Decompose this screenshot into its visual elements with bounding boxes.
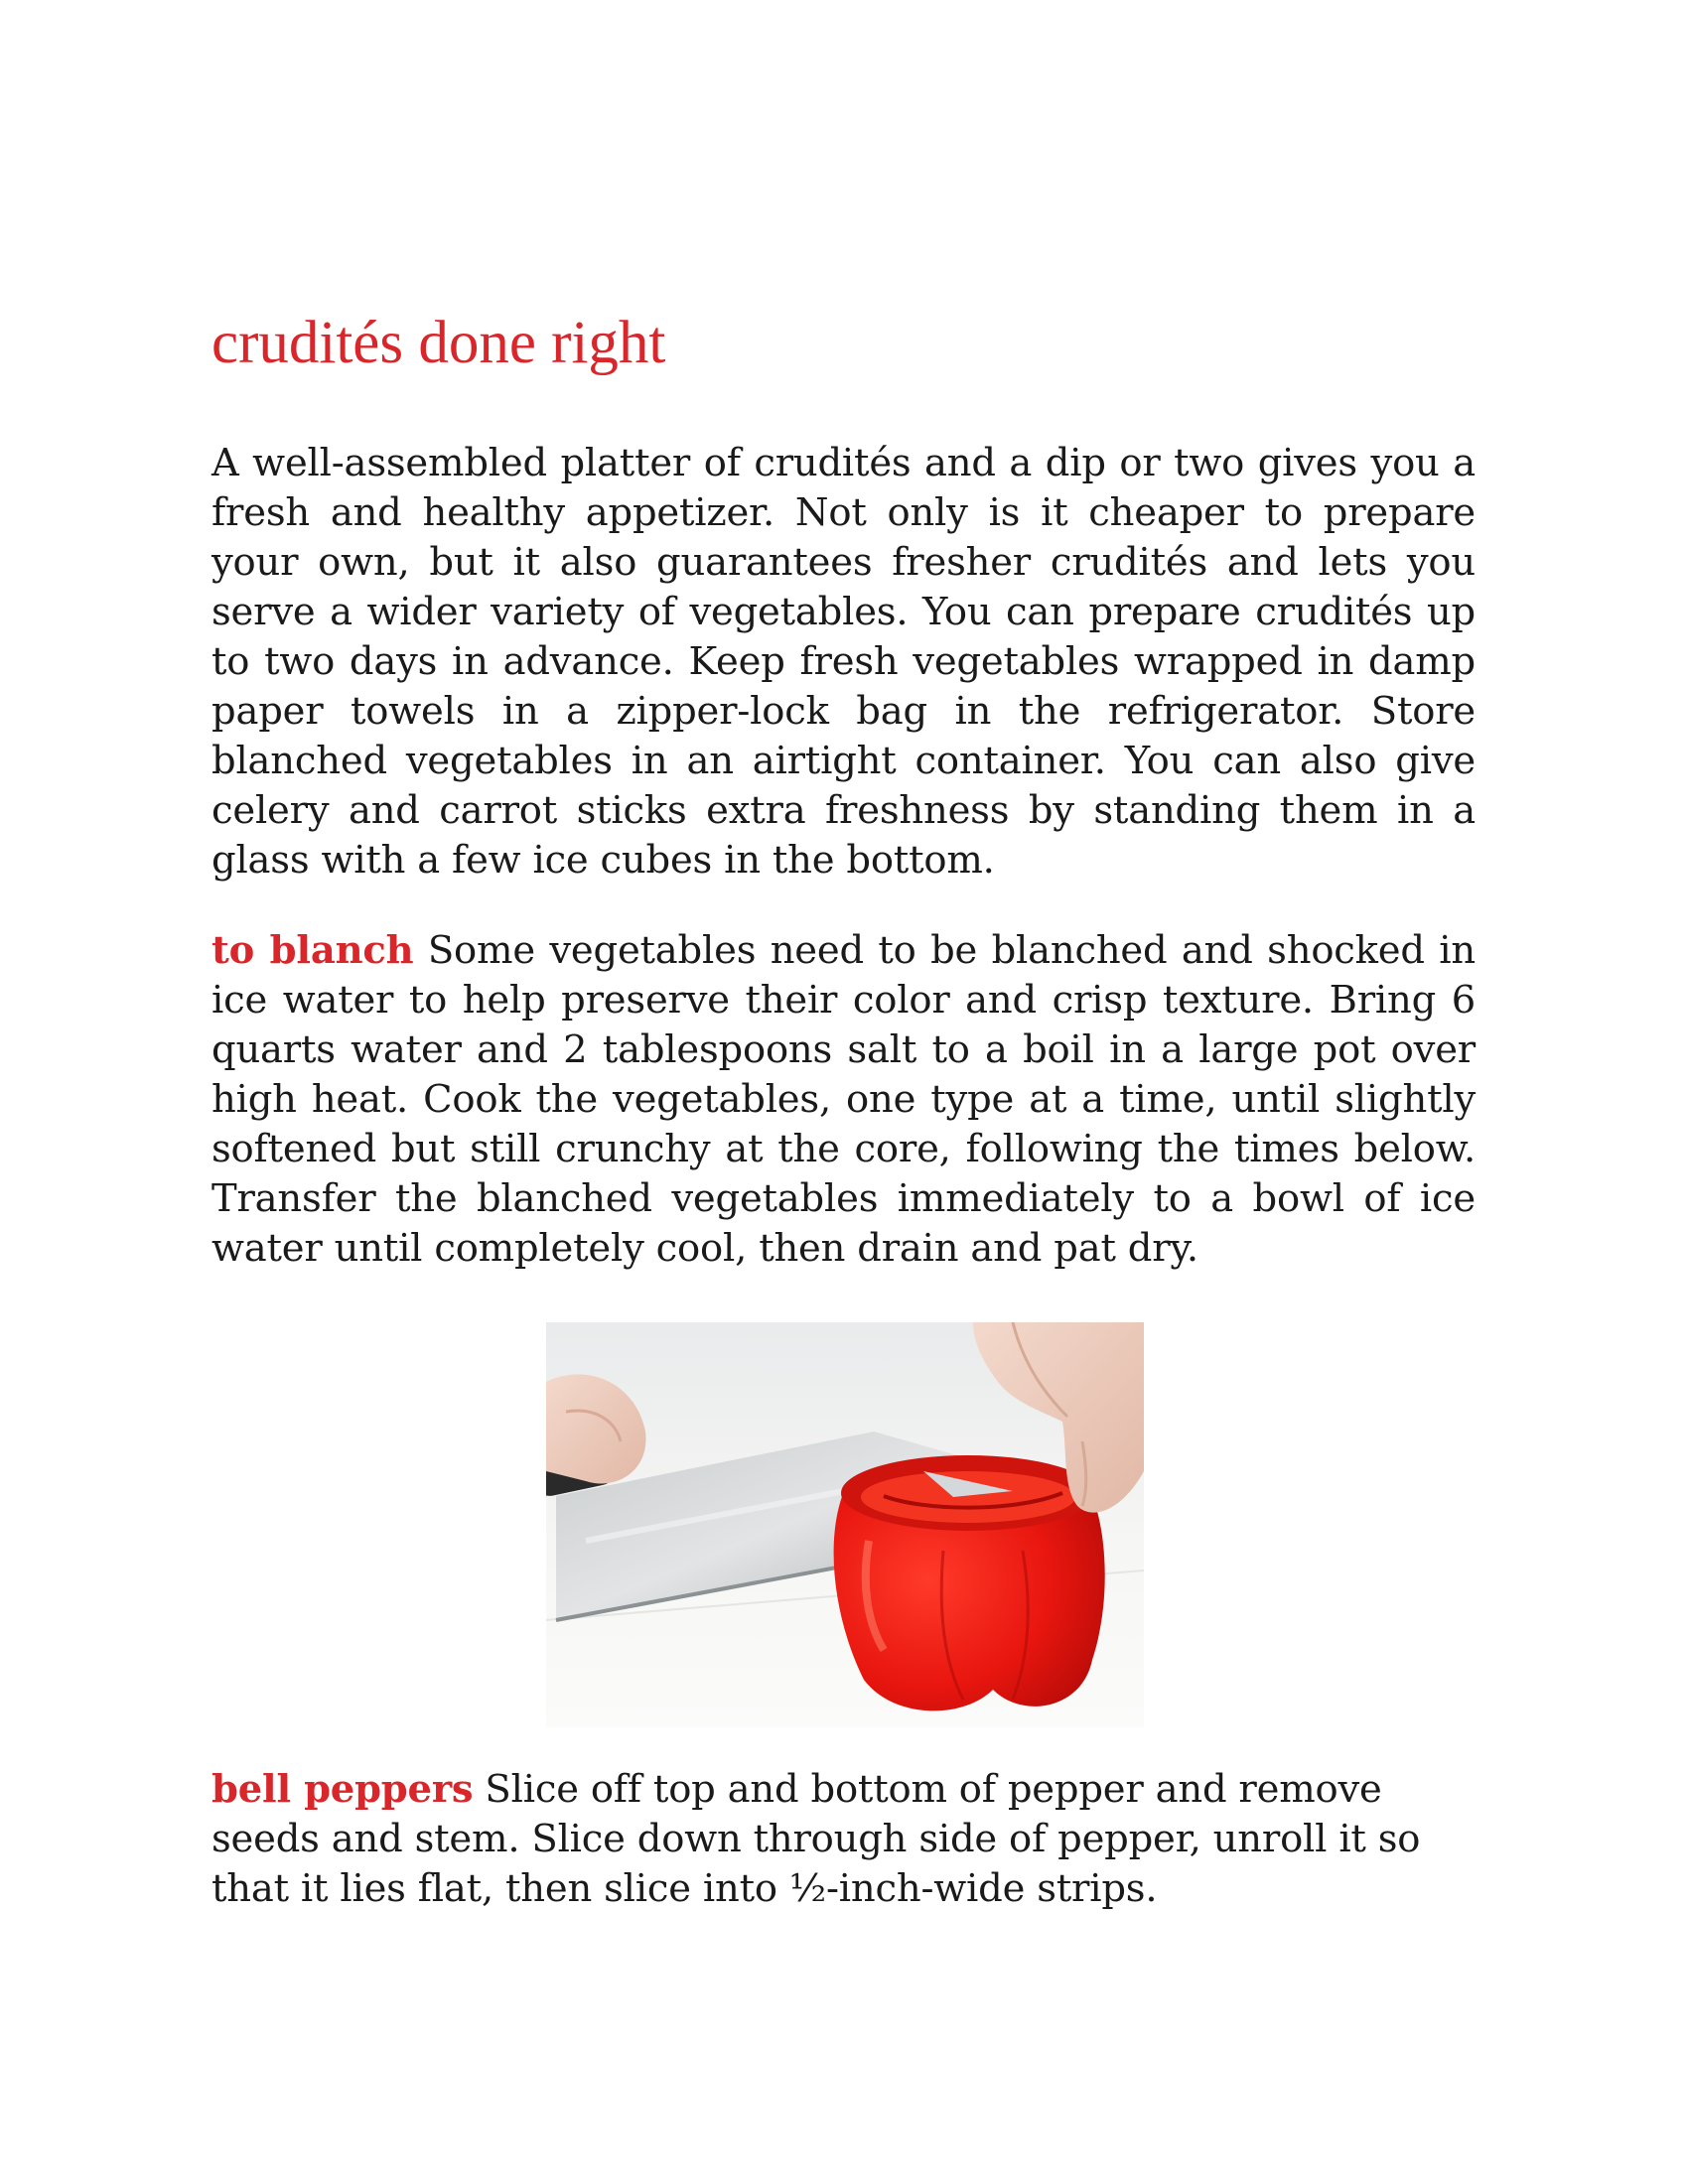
page-title: crudités done right (211, 310, 666, 376)
pepper-photo (546, 1322, 1144, 1727)
pepper-photo-illustration (546, 1322, 1144, 1727)
bell-peppers-paragraph (211, 1765, 1476, 1914)
blanch-text: Some vegetables need to be blanched and shocked in ice water to help preserve their color and crisp texture. Bring 6 quarts water and 2 tablespoons salt to a boil in a large pot over high heat. Cook the vegetables, one type at a time, until slightly softened but still crunchy at the core, following the times below. Transfer the blanched vegetables immediately to a bowl of ice water until completely cool, then drain and pat dry. (211, 928, 1476, 1271)
blanch-paragraph (211, 926, 1476, 1274)
intro-paragraph: A well-assembled platter of crudités and a dip or two gives you a fresh and healthy appetizer. Not only is it cheaper to prepare your own, but it also guarantees fresher crudités and lets you serve a wider variety of vegetables. You can prepare crudités up to two days in advance. Keep fresh vegetables wrapped in damp paper towels in a zipper-lock bag in the refrigerator. Store blanched vegetables in an airtight container. You can also give celery and carrot sticks extra freshness by standing them in a glass with a few ice cubes in the bottom. (211, 441, 1476, 883)
blanch-heading: to blanch (211, 928, 414, 973)
bell-peppers-text: Slice off top and bottom of pepper and remove seeds and stem. Slice down through side of pepper, unroll it so that it lies flat, then slice into ½-inch-wide strips. (211, 1767, 1421, 1911)
bell-peppers-heading: bell peppers (211, 1767, 474, 1812)
